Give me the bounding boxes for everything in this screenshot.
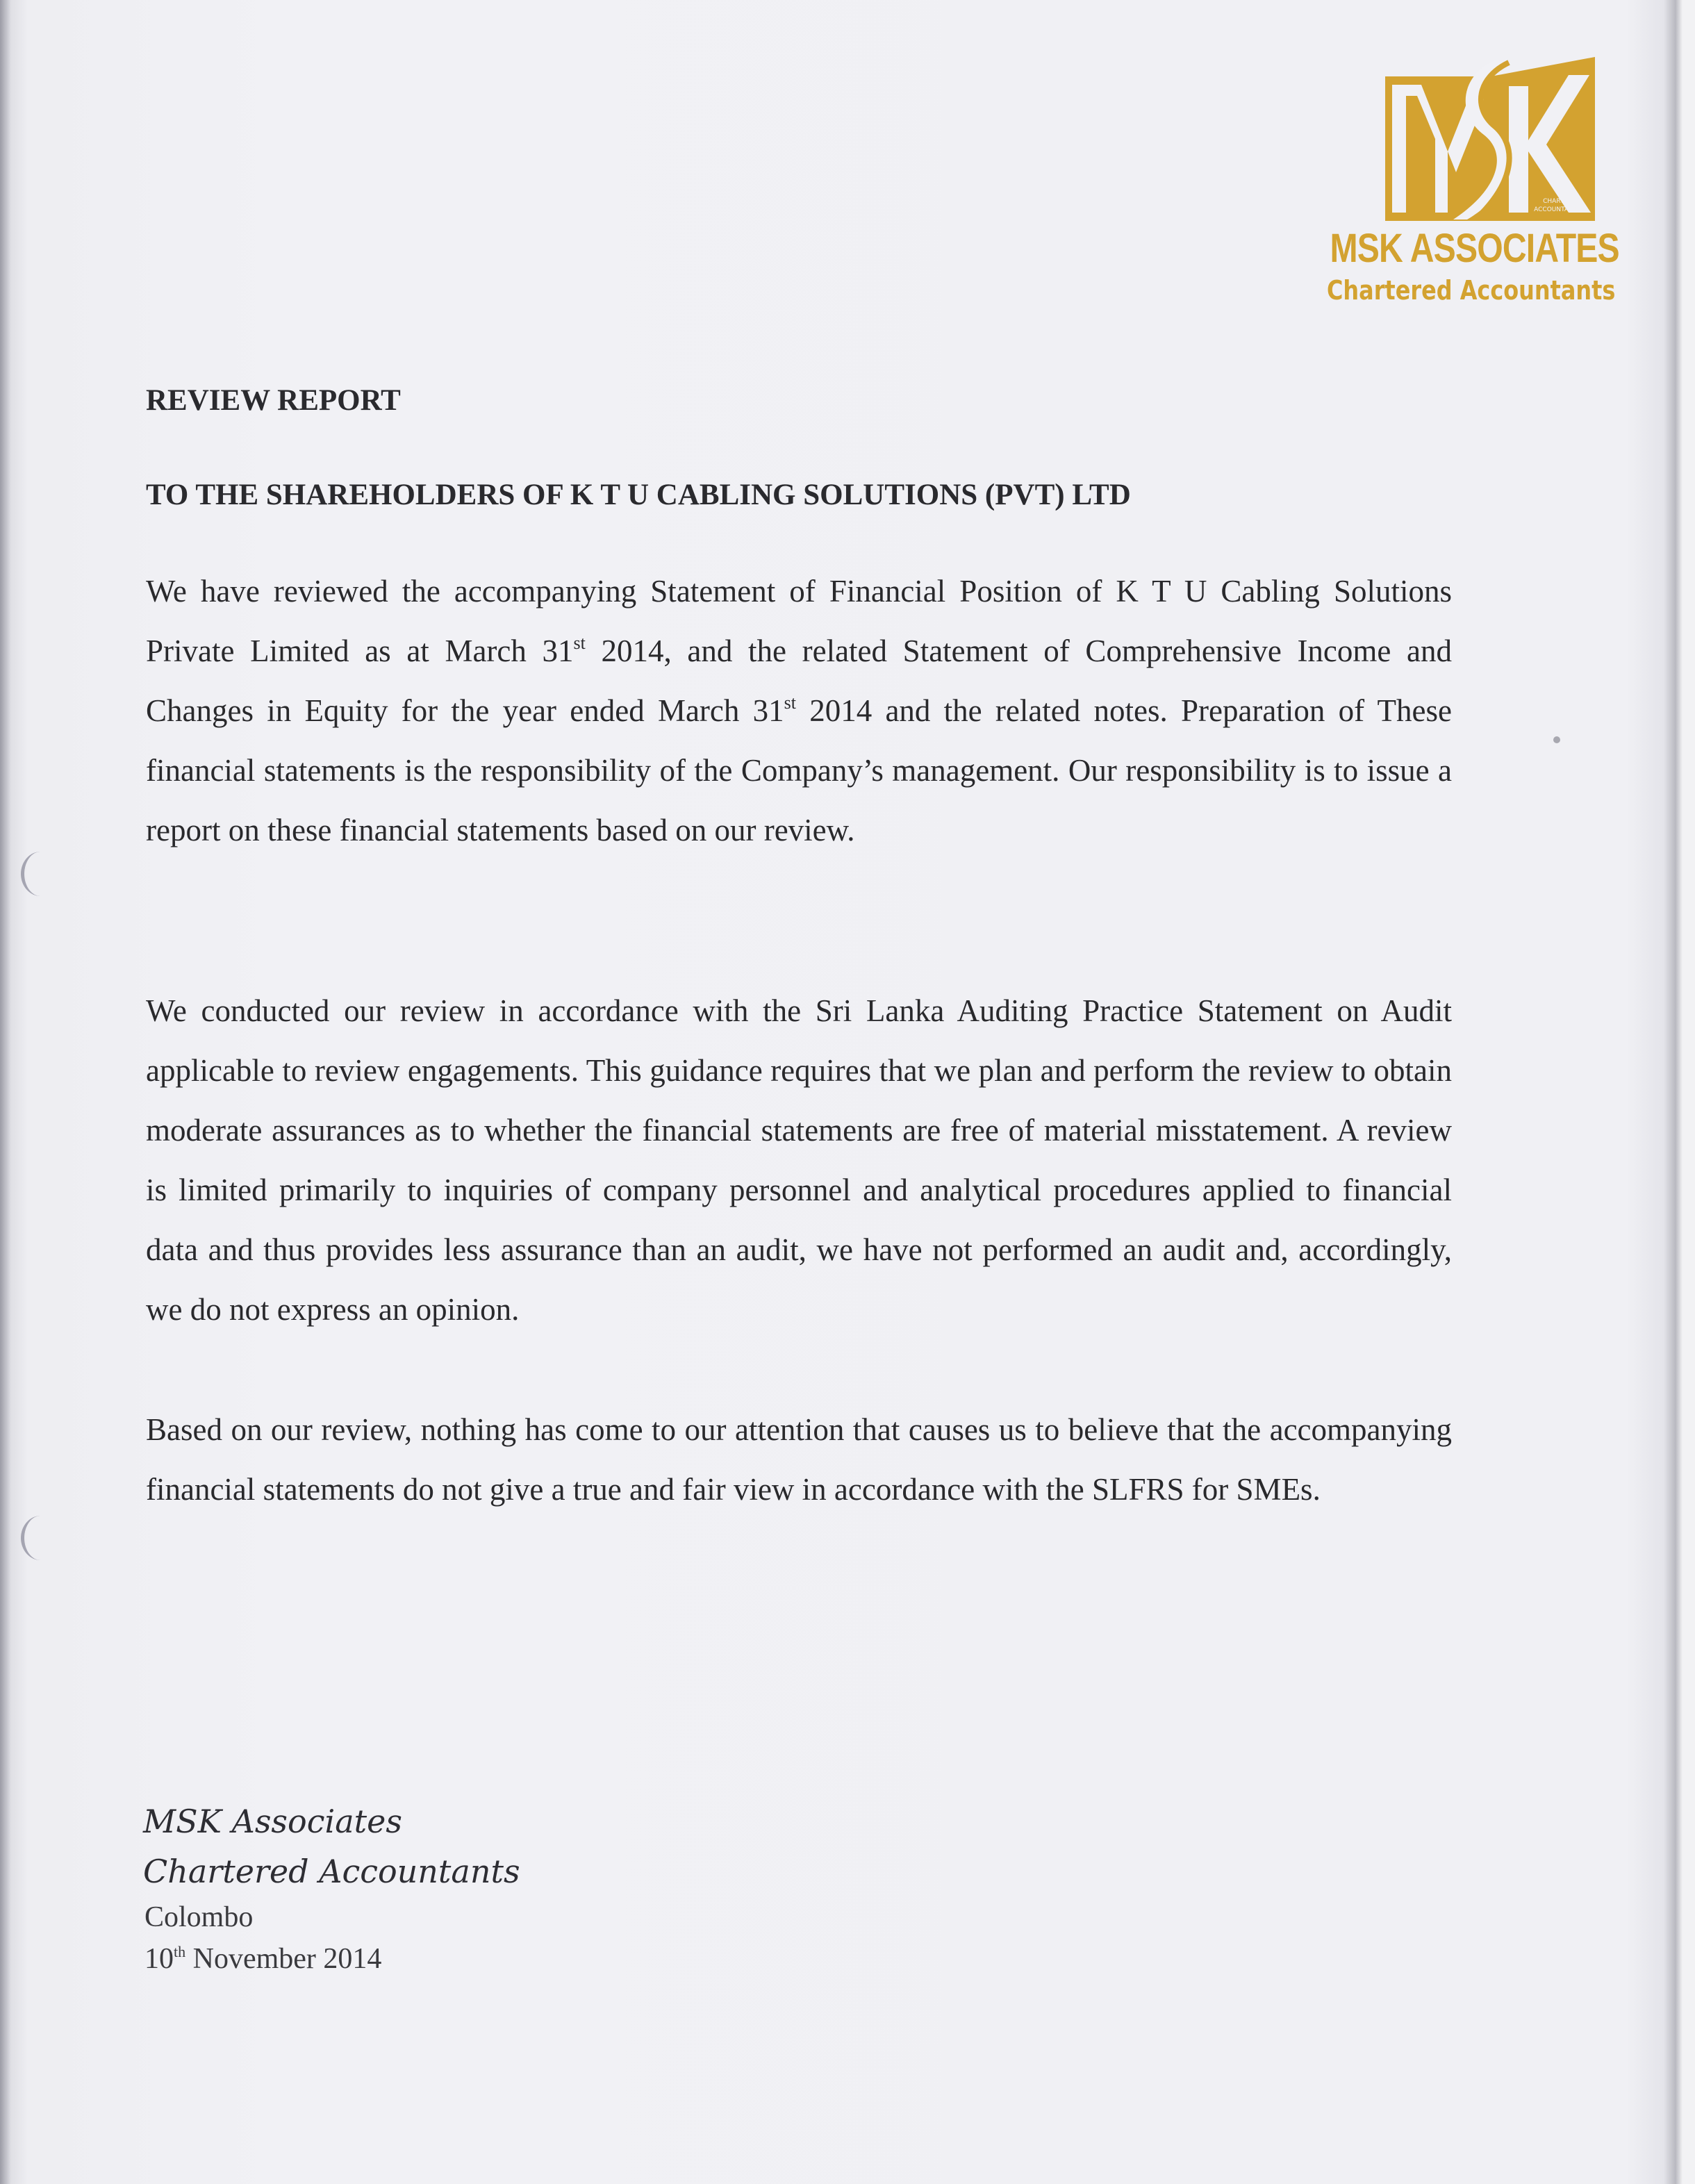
place-and-date xyxy=(144,1896,381,1980)
signature-firm: MSK Associates xyxy=(143,1803,402,1840)
signature-date xyxy=(144,1938,381,1980)
msk-monogram-icon xyxy=(1373,54,1595,222)
logo-firm-name: MSK ASSOCIATES xyxy=(1330,226,1619,271)
signature-city: Colombo xyxy=(144,1901,254,1933)
paragraph-procedures: We conducted our review in accordance with the Sri Lanka Auditing Practice Statement on Audit applicable to review engagements. This guidance requires that we plan and perform the review to obtain moderate assurances as to whether the financial statements are free of material misstatement. A review is limited primarily to inquiries of company personnel and analytical procedures applied to financial data and thus provides less assurance than an audit, we have not performed an audit and, accordingly, we do not express an opinion. xyxy=(146,993,1452,1327)
report-title: REVIEW REPORT xyxy=(146,384,401,417)
signature-block xyxy=(143,1796,520,1896)
logo-small-text-1: CHARTERED xyxy=(1543,198,1581,205)
report-addressee: TO THE SHAREHOLDERS OF K T U CABLING SOLUTIONS (PVT) LTD xyxy=(146,479,1131,511)
date-day: 10 xyxy=(144,1943,174,1975)
date-suffix: th xyxy=(174,1943,186,1960)
paragraph-scope-part1: We have reviewed the accompanying Statement of Financial Position of K T U Cabling Solutions Private Limited as at March 31 xyxy=(146,574,1452,668)
signature-title: Chartered Accountants xyxy=(143,1853,520,1890)
paragraph-scope xyxy=(146,561,1452,860)
paragraph-scope-part3: 2014 and the related notes. Preparation of These financial statements is the responsibility of the Company’s management. Our responsibility is to issue a report on these financial statements based on our review. xyxy=(146,693,1452,847)
logo-small-text-2: ACCOUNTANTS xyxy=(1534,206,1581,213)
ordinal-suffix: st xyxy=(784,693,796,713)
date-rest: November 2014 xyxy=(185,1943,382,1975)
punch-hole-bottom xyxy=(21,1516,60,1560)
paragraph-conclusion: Based on our review, nothing has come to our attention that causes us to believe that the accompanying financial statements do not give a true and fair view in accordance with the SLFRS for SMEs. xyxy=(146,1412,1452,1507)
punch-hole-top xyxy=(21,852,60,896)
logo-firm-subtitle: Chartered Accountants xyxy=(1327,275,1616,306)
paper-speck xyxy=(1553,736,1560,743)
paragraph-scope-part2: 2014, and the related Statement of Comprehensive Income and Changes in Equity for the year ended March 31 xyxy=(146,634,1452,728)
ordinal-suffix: st xyxy=(573,633,586,653)
msk-logo xyxy=(1277,54,1619,311)
page-edge-shadow xyxy=(0,0,11,2184)
